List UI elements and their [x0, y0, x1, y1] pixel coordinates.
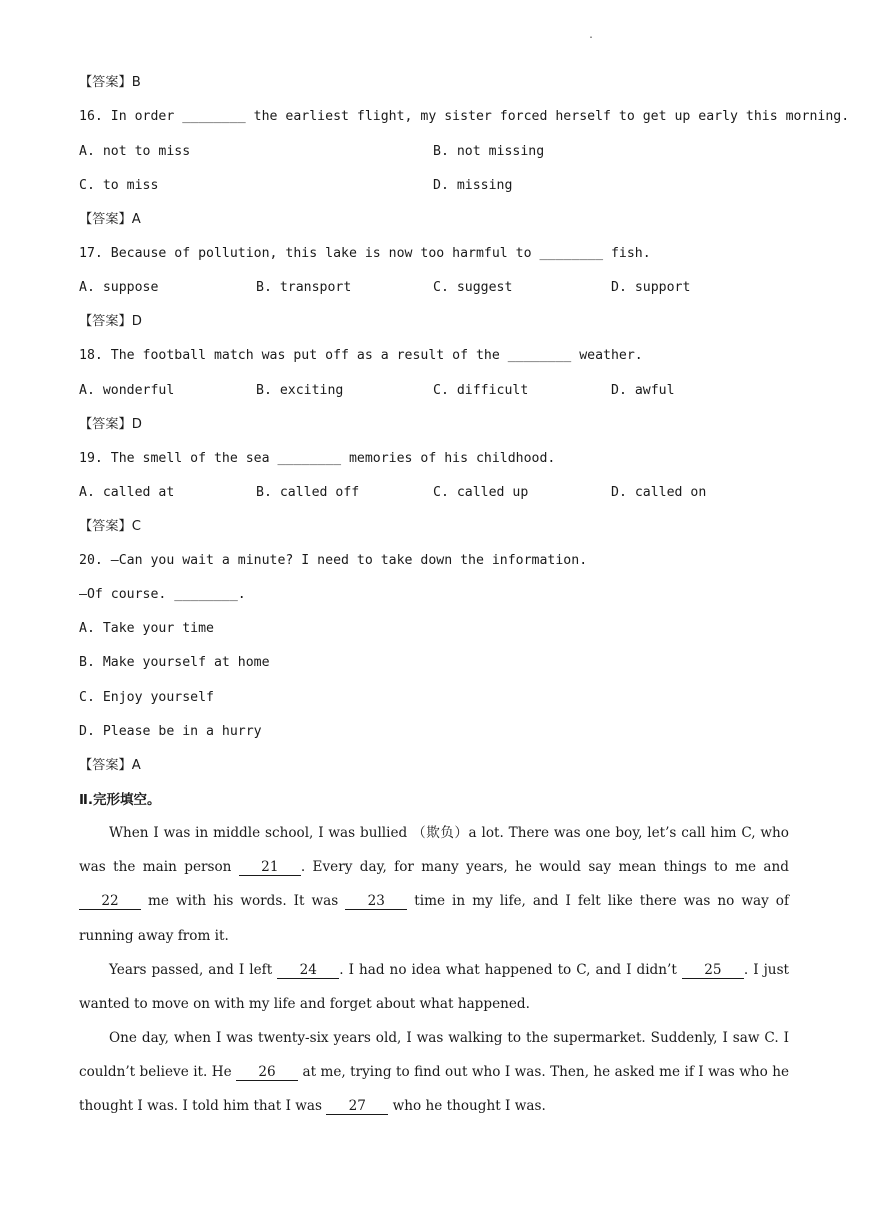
- option-16-d: D. missing: [433, 178, 513, 193]
- option-18-d: D. awful: [611, 383, 675, 398]
- option-20-a: A. Take your time: [79, 621, 214, 636]
- question-16: 16. In order ________ the earliest flight, my sister forced herself to get up early this morning.: [79, 109, 850, 124]
- option-18-c: C. difficult: [433, 383, 529, 398]
- option-18-a: A. wonderful: [79, 383, 175, 398]
- section-title: Ⅱ.完形填空。: [79, 792, 161, 808]
- option-17-c: C. suggest: [433, 280, 513, 295]
- question-20-reply: —Of course. ________.: [79, 587, 246, 602]
- answer-15: 【答案】B: [79, 75, 141, 90]
- answer-19: 【答案】C: [79, 519, 141, 534]
- passage-paragraph-1: When I was in middle school, I was bullied （欺负）a lot. There was one boy, let’s call him C, who was the main person 21 . Every day, for many years, he would say mean things to me and 22 me with his words. It was 23 time in my life, and I felt like there was no way of running away from it.: [79, 825, 790, 944]
- option-16-b: B. not missing: [433, 144, 545, 159]
- blank-24: 24: [277, 963, 339, 979]
- answer-20: 【答案】A: [79, 758, 141, 773]
- option-20-b: B. Make yourself at home: [79, 655, 270, 670]
- option-18-b: B. exciting: [256, 383, 344, 398]
- passage-paragraph-2: Years passed, and I left 24 . I had no idea what happened to C, and I didn’t 25 . I just wanted to move on with my life and forget about what happened.: [79, 962, 790, 1013]
- answer-18: 【答案】D: [79, 417, 142, 432]
- answer-17: 【答案】D: [79, 314, 142, 329]
- option-17-b: B. transport: [256, 280, 352, 295]
- option-17-a: A. suppose: [79, 280, 159, 295]
- blank-25: 25: [682, 963, 744, 979]
- option-17-d: D. support: [611, 280, 691, 295]
- option-16-c: C. to miss: [79, 178, 159, 193]
- passage-paragraph-3: One day, when I was twenty-six years old, I was walking to the supermarket. Suddenly, I saw C. I couldn’t believe it. He 26 at me, trying to find out who I was. Then, he asked me if I was who he thought I was. I told him that I was 27 who he thought I was.: [79, 1030, 789, 1115]
- blank-27: 27: [326, 1099, 388, 1115]
- blank-23: 23: [345, 894, 407, 910]
- question-20: 20. —Can you wait a minute? I need to take down the information.: [79, 553, 588, 568]
- answer-16: 【答案】A: [79, 212, 141, 227]
- option-19-b: B. called off: [256, 485, 360, 500]
- option-20-d: D. Please be in a hurry: [79, 724, 262, 739]
- header-mark: .: [588, 30, 595, 41]
- question-17: 17. Because of pollution, this lake is now too harmful to ________ fish.: [79, 246, 651, 261]
- blank-22: 22: [79, 894, 141, 910]
- option-19-c: C. called up: [433, 485, 529, 500]
- question-19: 19. The smell of the sea ________ memories of his childhood.: [79, 451, 556, 466]
- blank-26: 26: [236, 1065, 298, 1081]
- option-19-d: D. called on: [611, 485, 707, 500]
- blank-21: 21: [239, 860, 301, 876]
- question-18: 18. The football match was put off as a result of the ________ weather.: [79, 348, 643, 363]
- option-20-c: C. Enjoy yourself: [79, 690, 214, 705]
- option-16-a: A. not to miss: [79, 144, 191, 159]
- option-19-a: A. called at: [79, 485, 175, 500]
